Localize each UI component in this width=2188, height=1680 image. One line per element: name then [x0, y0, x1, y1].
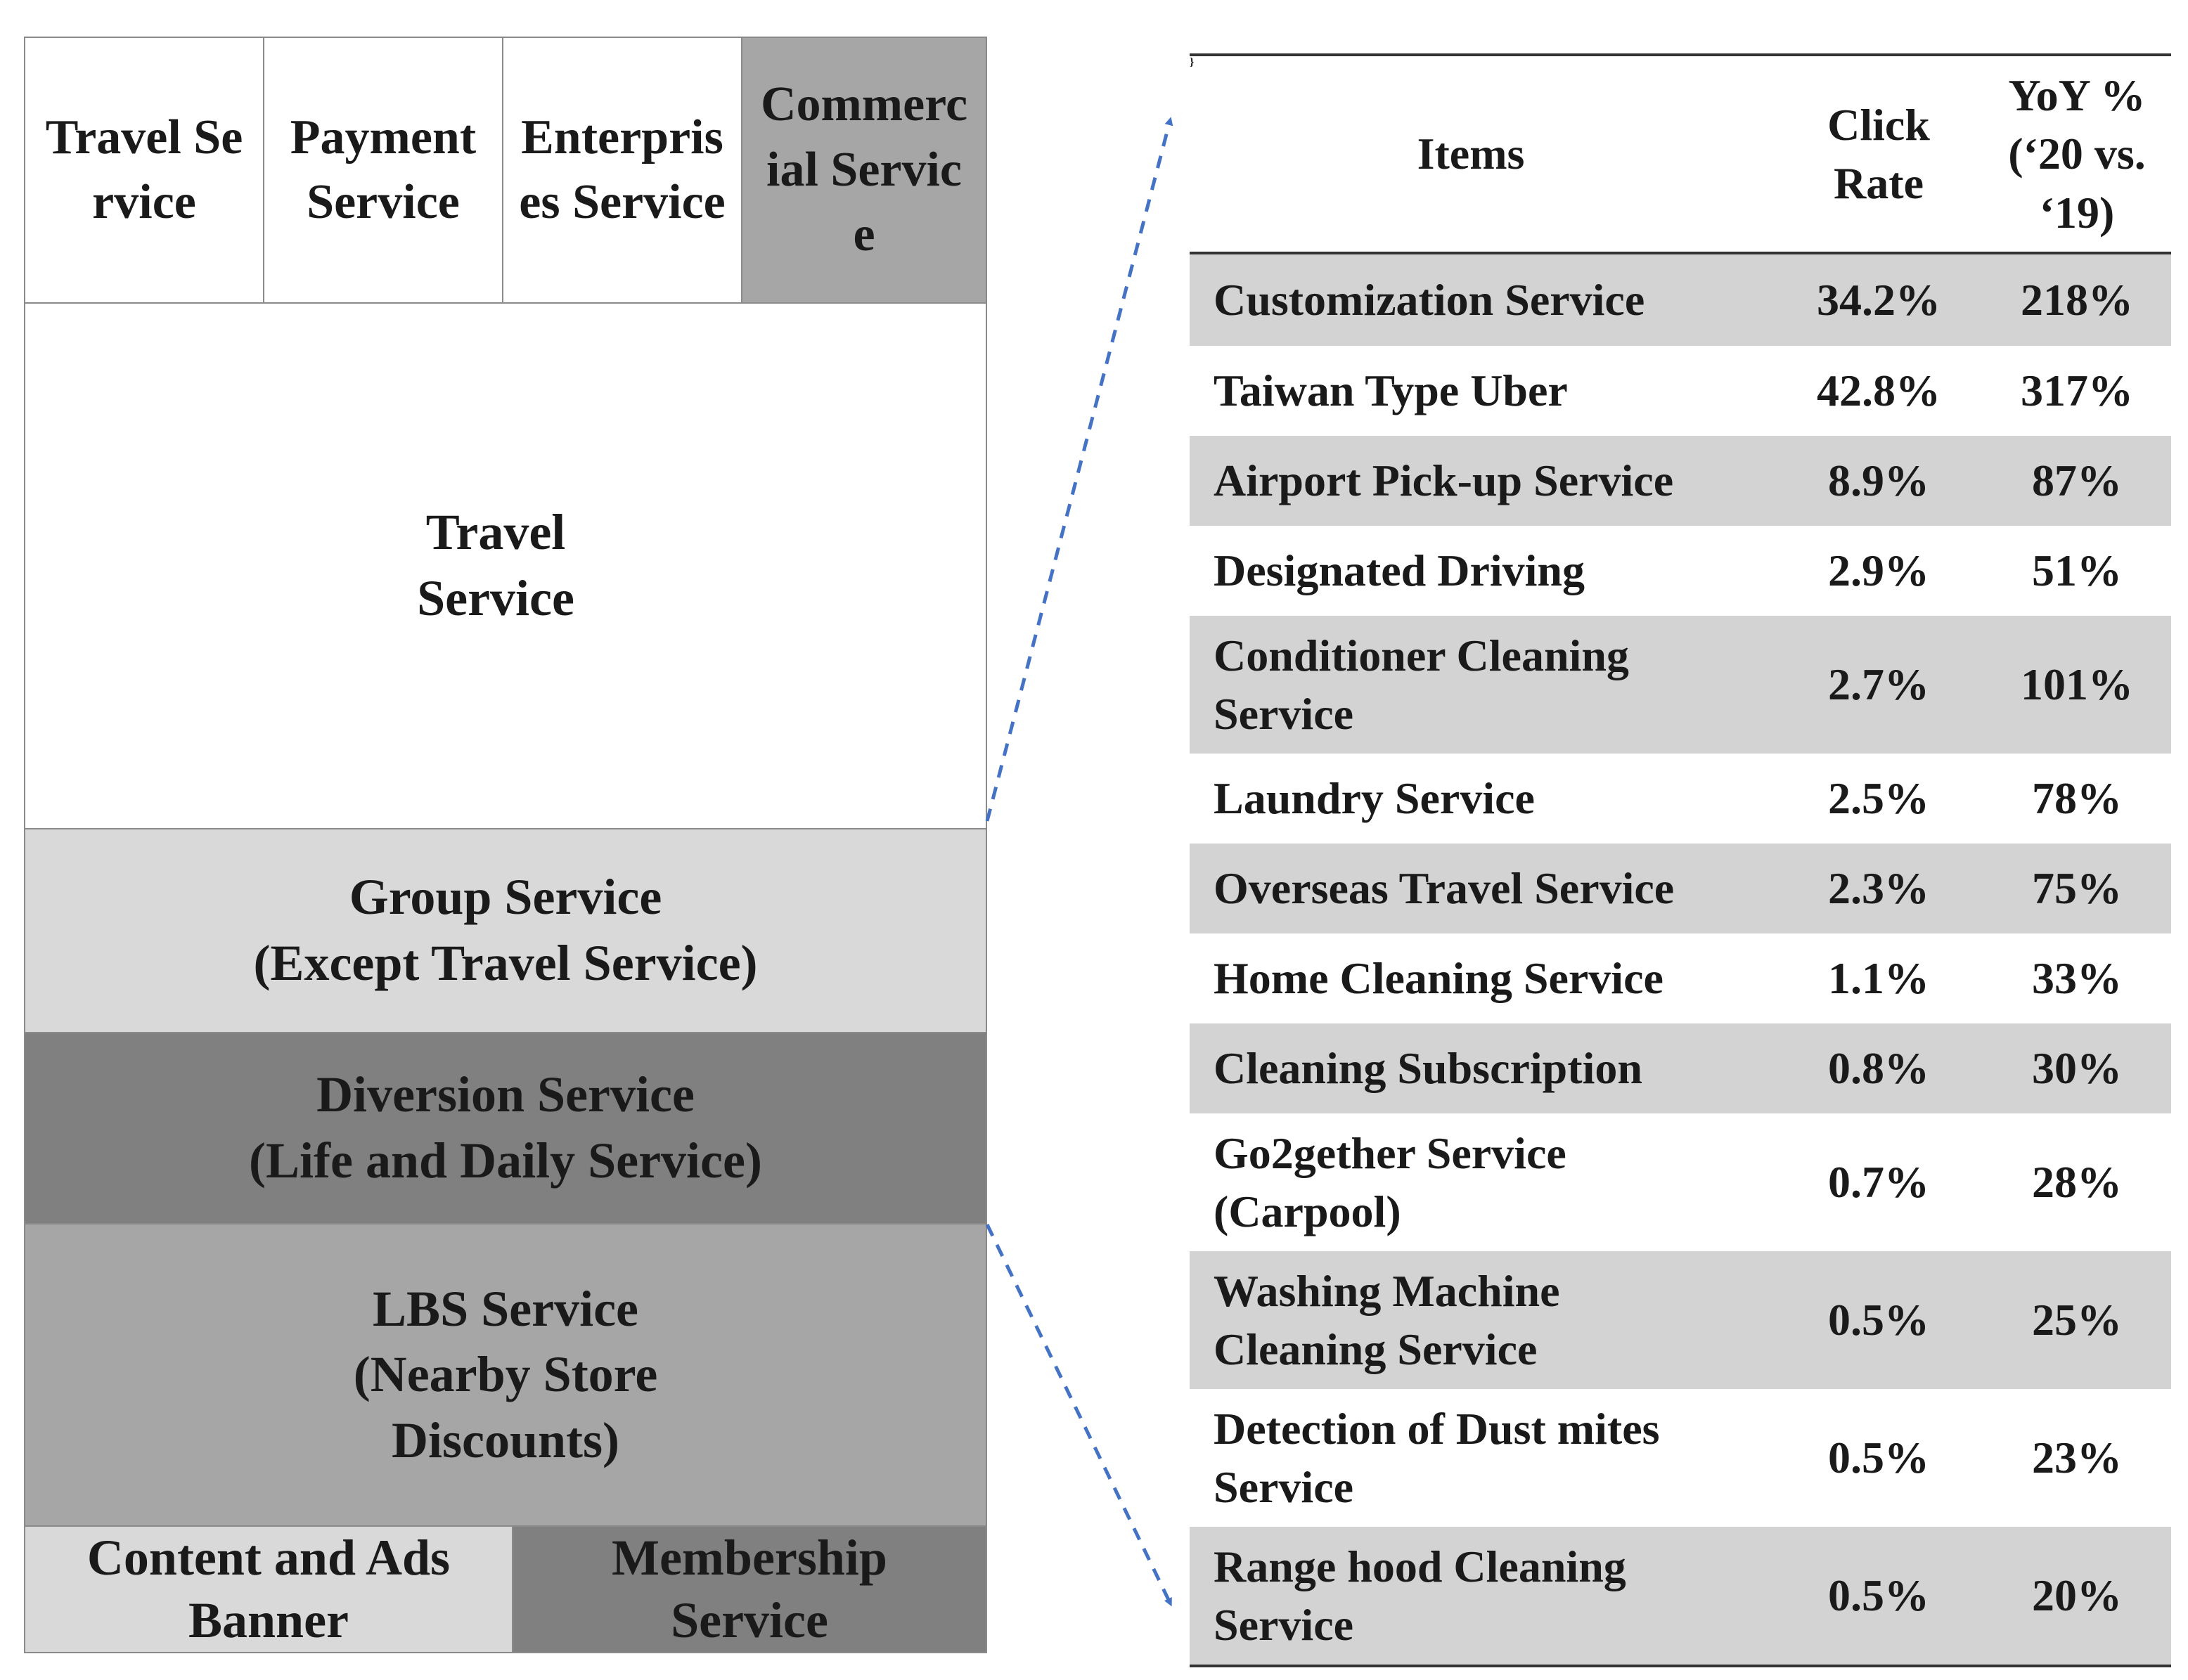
row-yoy: 51% [2032, 545, 2122, 596]
row-yoy: 101% [2021, 659, 2133, 710]
row-item-cell [1214, 754, 1769, 844]
arrow-lower [987, 1225, 1170, 1603]
row-item-line1: Cleaning Subscription [1214, 1043, 1642, 1094]
row-click-rate: 0.7% [1828, 1157, 1929, 1208]
header-yoy-line2: (‘20 vs. [2008, 129, 2146, 179]
membership-line1: Membership [612, 1529, 887, 1586]
tab-enterprises-service-label: Enterprises Service [519, 110, 726, 229]
diversion-area-line2: (Life and Daily Service) [249, 1132, 762, 1189]
group-service-area [24, 828, 987, 1033]
row-click-rate: 1.1% [1828, 953, 1929, 1004]
row-click-rate: 8.9% [1828, 455, 1929, 506]
row-item-cell [1214, 1527, 1769, 1665]
tab-payment-service-label: Payment Service [290, 110, 477, 229]
row-item-line1: Range hood Cleaning [1214, 1541, 1626, 1591]
row-yoy: 78% [2032, 773, 2122, 824]
membership-line2: Service [671, 1592, 828, 1648]
app-layout-diagram [24, 37, 987, 1653]
diversion-area-line1: Diversion Service [316, 1066, 695, 1123]
row-yoy: 218% [2021, 275, 2133, 325]
table-row [1190, 254, 2171, 346]
row-click-rate: 2.3% [1828, 863, 1929, 914]
row-item-line1: Home Cleaning Service [1214, 953, 1663, 1004]
header-click-rate-line1: Click [1827, 99, 1930, 150]
lbs-area-line2: (Nearby Store [353, 1346, 658, 1403]
row-item-cell [1214, 933, 1769, 1023]
arrow-upper [987, 121, 1170, 821]
row-yoy: 87% [2032, 455, 2122, 506]
row-click-rate: 2.9% [1828, 545, 1929, 596]
header-yoy [1983, 56, 2171, 252]
table-row [1190, 616, 2171, 754]
row-item-cell [1214, 844, 1769, 933]
row-item-cell [1214, 1389, 1769, 1527]
tab-commercial-service-label: Commercial Service [760, 77, 968, 262]
row-click-rate: 0.5% [1828, 1295, 1929, 1345]
table-row [1190, 526, 2171, 616]
table-header-row: Items Click Rate YoY % (‘20 vs. ‘19) } [1190, 56, 2171, 252]
table-row [1190, 1023, 2171, 1113]
header-click-rate-line2: Rate [1834, 158, 1924, 208]
table-row [1190, 1113, 2171, 1251]
content-banner-line1: Content and Ads [86, 1529, 451, 1586]
header-items [1190, 56, 1752, 252]
row-item-line1: Airport Pick-up Service [1214, 455, 1674, 506]
row-item-cell [1214, 254, 1769, 346]
row-yoy: 30% [2032, 1043, 2122, 1094]
group-area-line1: Group Service [349, 869, 662, 926]
group-area-line2: (Except Travel Service) [253, 935, 758, 991]
diversion-service-area [24, 1032, 987, 1225]
table-row [1190, 346, 2171, 436]
lbs-service-area [24, 1223, 987, 1527]
header-items-label: Items [1417, 129, 1525, 179]
travel-area-line2: Service [417, 570, 574, 626]
row-click-rate: 0.8% [1828, 1043, 1929, 1094]
row-click-rate: 2.5% [1828, 773, 1929, 824]
row-item-cell [1214, 1251, 1769, 1389]
travel-area-line1: Travel [425, 504, 566, 561]
row-item-line2: Cleaning Service [1214, 1324, 1538, 1374]
header-yoy-line3: ‘19) [2039, 187, 2115, 238]
table-row [1190, 844, 2171, 933]
lbs-area-line1: LBS Service [373, 1280, 638, 1337]
table-row [1190, 1251, 2171, 1389]
row-item-line1: Taiwan Type Uber [1214, 366, 1568, 416]
tab-enterprises-service [502, 37, 742, 304]
table-row [1190, 1527, 2171, 1665]
table-row [1190, 436, 2171, 526]
row-item-line1: Detection of Dust mites [1214, 1403, 1660, 1454]
row-item-cell [1214, 1113, 1769, 1251]
row-click-rate: 34.2% [1817, 275, 1941, 325]
tab-travel-service [24, 37, 264, 304]
row-item-cell [1214, 526, 1769, 616]
membership-service-area [512, 1525, 987, 1653]
row-item-line1: Overseas Travel Service [1214, 863, 1675, 914]
row-item-line2: Service [1214, 1462, 1353, 1512]
lbs-area-line3: Discounts) [391, 1411, 620, 1468]
row-item-cell [1214, 1023, 1769, 1113]
row-item-cell [1214, 616, 1769, 754]
row-item-line2: Service [1214, 689, 1353, 739]
row-item-cell [1214, 436, 1769, 526]
row-yoy: 28% [2032, 1157, 2122, 1208]
header-click-rate [1773, 56, 1984, 252]
travel-service-area [24, 302, 987, 829]
row-yoy: 33% [2032, 953, 2122, 1004]
content-ads-banner [24, 1525, 513, 1653]
row-item-line1: Washing Machine [1214, 1265, 1560, 1316]
table-row [1190, 754, 2171, 844]
tab-payment-service [263, 37, 503, 304]
row-yoy: 20% [2032, 1570, 2122, 1621]
row-item-line2: Service [1214, 1600, 1353, 1650]
row-item-line2: (Carpool) [1214, 1187, 1401, 1236]
content-banner-line2: Banner [188, 1592, 349, 1648]
row-item-line1: Conditioner Cleaning [1214, 630, 1629, 680]
row-item-line1: Laundry Service [1214, 773, 1535, 824]
tab-travel-service-label: Travel Service [45, 110, 243, 229]
row-yoy: 25% [2032, 1295, 2122, 1345]
row-item-line1: Go2gether Service [1214, 1127, 1566, 1178]
row-click-rate: 0.5% [1828, 1570, 1929, 1621]
row-click-rate: 42.8% [1817, 366, 1941, 416]
row-item-line1: Designated Driving [1214, 545, 1585, 596]
row-item-cell [1214, 346, 1769, 436]
table-row [1190, 1389, 2171, 1527]
row-yoy: 75% [2032, 863, 2122, 914]
header-yoy-line1: YoY % [2008, 70, 2146, 121]
table-bottom-rule [1190, 1665, 2171, 1667]
row-click-rate: 0.5% [1828, 1433, 1929, 1483]
row-yoy: 23% [2032, 1433, 2122, 1483]
row-item-line1: Customization Service [1214, 275, 1645, 325]
tab-commercial-service [741, 37, 987, 304]
row-click-rate: 2.7% [1828, 659, 1929, 710]
row-yoy: 317% [2021, 366, 2133, 416]
table-row [1190, 933, 2171, 1023]
